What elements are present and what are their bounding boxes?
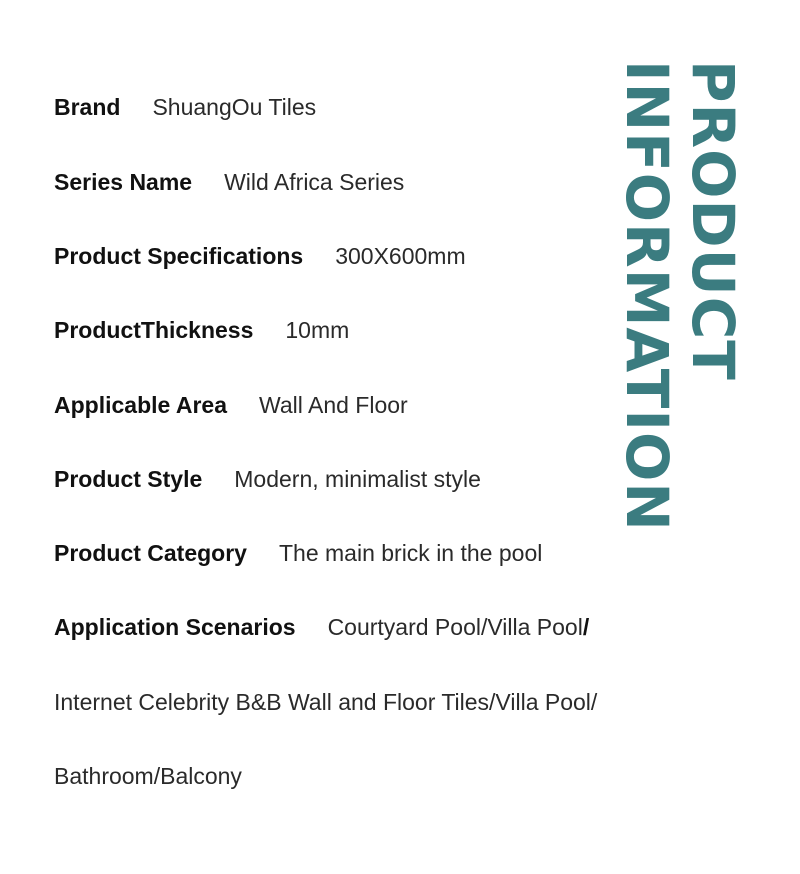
- spec-label: Product Style: [54, 466, 203, 492]
- spec-row-application-scenarios: [54, 612, 589, 642]
- spec-row-product-specifications: [54, 241, 466, 271]
- spec-label: Applicable Area: [54, 392, 227, 418]
- spec-value: Wild Africa Series: [224, 169, 405, 195]
- spec-value: 10mm: [285, 317, 350, 343]
- application-continuation-line: Bathroom/Balcony: [54, 763, 242, 789]
- spec-label: Brand: [54, 94, 121, 120]
- spec-label: ProductThickness: [54, 317, 254, 343]
- spec-value-suffix: /: [582, 614, 590, 640]
- title-information: INFORMATION: [613, 60, 681, 532]
- spec-value: Modern, minimalist style: [234, 466, 481, 492]
- spec-label: Series Name: [54, 169, 193, 195]
- spec-value: Wall And Floor: [258, 392, 408, 418]
- spec-label: Product Specifications: [54, 243, 304, 269]
- spec-value: The main brick in the pool: [278, 540, 543, 566]
- spec-row-series-name: [54, 167, 404, 197]
- spec-value: ShuangOu Tiles: [152, 94, 317, 120]
- spec-row-applicable-area: [54, 390, 408, 420]
- spec-row-brand: [54, 92, 316, 122]
- spec-label: Application Scenarios: [54, 614, 296, 640]
- spec-label: Product Category: [54, 540, 247, 566]
- title-product: PRODUCT: [679, 60, 747, 381]
- spec-value: Courtyard Pool/Villa Pool: [327, 614, 583, 640]
- spec-value: 300X600mm: [335, 243, 466, 269]
- spec-row-product-style: [54, 464, 481, 494]
- application-continuation-line: Internet Celebrity B&B Wall and Floor Tiles/Villa Pool/: [54, 689, 598, 715]
- spec-row-product-thickness: [54, 315, 349, 345]
- spec-row-product-category: [54, 538, 542, 568]
